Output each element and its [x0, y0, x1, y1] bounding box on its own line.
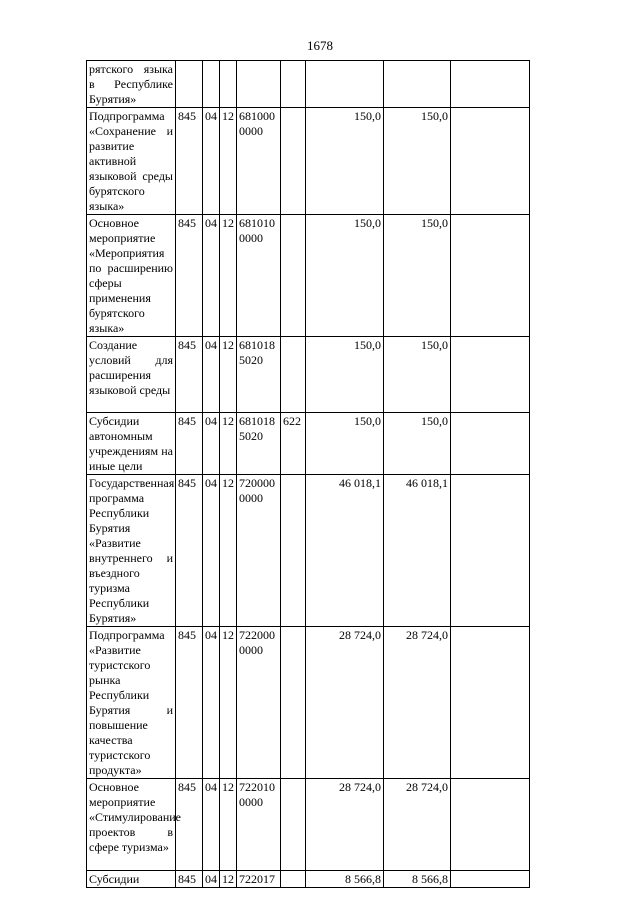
amount-col-2-cell: 150,0 — [384, 337, 451, 413]
item-name-cell: Подпрограмма «Сохранение и развитие активной языковой среды бурятского языка» — [87, 108, 176, 215]
amount-col-2-cell — [384, 61, 451, 108]
expense-type-cell — [281, 108, 306, 215]
amount-col-3-cell — [451, 871, 530, 888]
ministry-code-cell: 845 — [176, 413, 203, 475]
ministry-code-cell: 845 — [176, 779, 203, 871]
amount-total-cell: 150,0 — [306, 337, 384, 413]
expense-type-cell — [281, 215, 306, 337]
section-code-cell: 04 — [203, 215, 220, 337]
section-code-cell: 04 — [203, 627, 220, 779]
amount-col-3-cell — [451, 61, 530, 108]
budget-table-body — [87, 61, 530, 888]
expense-type-cell — [281, 337, 306, 413]
page-number: 1678 — [307, 38, 333, 53]
expense-type-cell — [281, 871, 306, 888]
table-row — [87, 871, 530, 888]
item-name-cell: Субсидии — [87, 871, 176, 888]
ministry-code-cell: 845 — [176, 475, 203, 627]
ministry-code-cell: 845 — [176, 108, 203, 215]
budget-table — [86, 60, 530, 888]
amount-col-3-cell — [451, 108, 530, 215]
target-article-cell — [237, 61, 281, 108]
amount-col-3-cell — [451, 475, 530, 627]
section-code-cell — [203, 61, 220, 108]
amount-col-2-cell: 28 724,0 — [384, 627, 451, 779]
amount-col-2-cell: 150,0 — [384, 413, 451, 475]
target-article-cell: 681018 5020 — [237, 337, 281, 413]
target-article-cell: 720000 0000 — [237, 475, 281, 627]
item-name-cell: Основное мероприятие «Мероприятия по расширению сферы применения бурятского языка» — [87, 215, 176, 337]
amount-col-3-cell — [451, 627, 530, 779]
section-code-cell: 04 — [203, 337, 220, 413]
target-article-cell: 722000 0000 — [237, 627, 281, 779]
table-row — [87, 627, 530, 779]
amount-col-3-cell — [451, 337, 530, 413]
item-name-cell: рятского языка в Республике Бурятия» — [87, 61, 176, 108]
table-row — [87, 215, 530, 337]
table-row — [87, 779, 530, 871]
section-code-cell: 04 — [203, 413, 220, 475]
amount-total-cell — [306, 61, 384, 108]
section-code-cell: 04 — [203, 779, 220, 871]
table-row — [87, 475, 530, 627]
section-code-cell: 04 — [203, 871, 220, 888]
amount-col-2-cell: 150,0 — [384, 108, 451, 215]
table-row — [87, 337, 530, 413]
target-article-cell: 681018 5020 — [237, 413, 281, 475]
ministry-code-cell — [176, 61, 203, 108]
item-name-cell: Субсидии автономным учреждениям на иные цели — [87, 413, 176, 475]
expense-type-cell — [281, 61, 306, 108]
section-code-cell: 04 — [203, 108, 220, 215]
subsection-code-cell: 12 — [220, 215, 237, 337]
item-name-cell: Подпрограмма «Развитие туристского рынка Республики Бурятия и повышение качества туристского продукта» — [87, 627, 176, 779]
subsection-code-cell: 12 — [220, 627, 237, 779]
amount-col-2-cell: 8 566,8 — [384, 871, 451, 888]
expense-type-cell — [281, 627, 306, 779]
target-article-cell: 681000 0000 — [237, 108, 281, 215]
table-row — [87, 61, 530, 108]
expense-type-cell: 622 — [281, 413, 306, 475]
target-article-cell: 722010 0000 — [237, 779, 281, 871]
table-row — [87, 108, 530, 215]
subsection-code-cell — [220, 61, 237, 108]
amount-col-3-cell — [451, 413, 530, 475]
amount-total-cell: 46 018,1 — [306, 475, 384, 627]
table-row — [87, 413, 530, 475]
amount-col-3-cell — [451, 215, 530, 337]
expense-type-cell — [281, 475, 306, 627]
amount-col-2-cell: 46 018,1 — [384, 475, 451, 627]
amount-total-cell: 28 724,0 — [306, 779, 384, 871]
item-name-cell: Государственная программа Республики Бурятия «Развитие внутреннего и въездного туризма Республики Бурятия» — [87, 475, 176, 627]
amount-col-3-cell — [451, 779, 530, 871]
amount-total-cell: 150,0 — [306, 108, 384, 215]
target-article-cell: 681010 0000 — [237, 215, 281, 337]
ministry-code-cell: 845 — [176, 871, 203, 888]
amount-total-cell: 28 724,0 — [306, 627, 384, 779]
subsection-code-cell: 12 — [220, 337, 237, 413]
section-code-cell: 04 — [203, 475, 220, 627]
ministry-code-cell: 845 — [176, 215, 203, 337]
subsection-code-cell: 12 — [220, 779, 237, 871]
ministry-code-cell: 845 — [176, 337, 203, 413]
item-name-cell: Основное мероприятие «Стимулирование проектов в сфере туризма» — [87, 779, 176, 871]
amount-col-2-cell: 28 724,0 — [384, 779, 451, 871]
amount-col-2-cell: 150,0 — [384, 215, 451, 337]
expense-type-cell — [281, 779, 306, 871]
subsection-code-cell: 12 — [220, 871, 237, 888]
subsection-code-cell: 12 — [220, 108, 237, 215]
item-name-cell: Создание условий для расширения языковой среды — [87, 337, 176, 413]
ministry-code-cell: 845 — [176, 627, 203, 779]
subsection-code-cell: 12 — [220, 475, 237, 627]
target-article-cell: 722017 — [237, 871, 281, 888]
amount-total-cell: 150,0 — [306, 413, 384, 475]
subsection-code-cell: 12 — [220, 413, 237, 475]
amount-total-cell: 150,0 — [306, 215, 384, 337]
amount-total-cell: 8 566,8 — [306, 871, 384, 888]
